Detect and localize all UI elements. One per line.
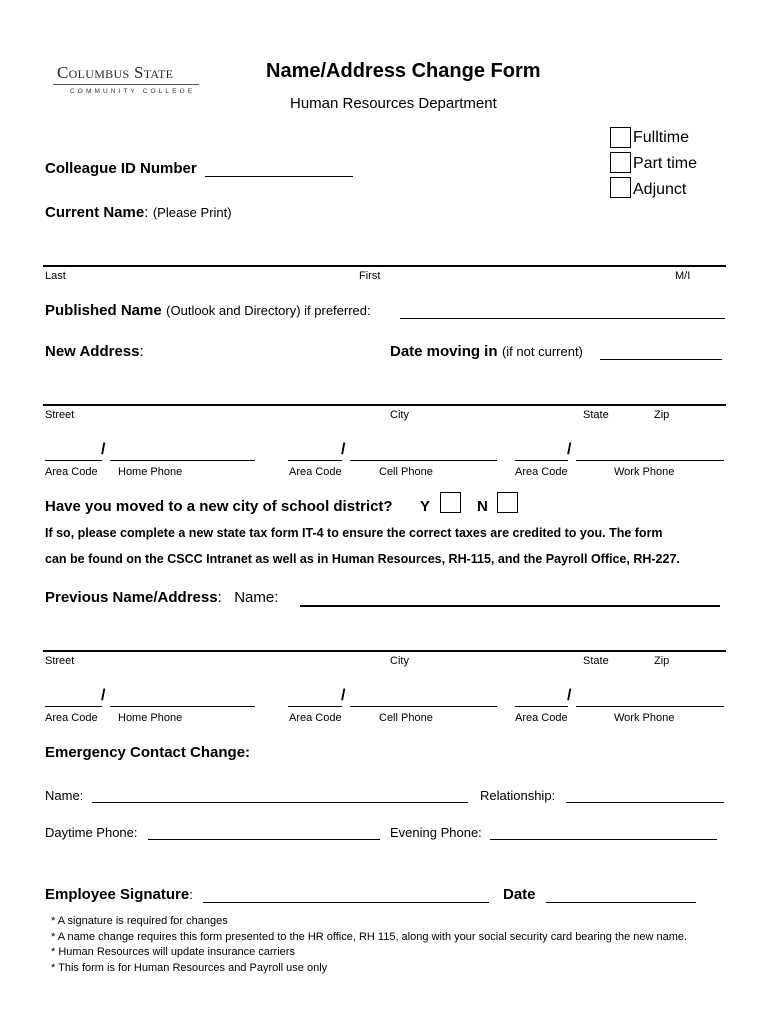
published-name-row — [45, 302, 371, 320]
college-logo-subtitle: COMMUNITY COLLEGE — [70, 88, 196, 95]
daytime-phone-label: Daytime Phone: — [45, 825, 138, 840]
daytime-phone-field[interactable] — [148, 839, 380, 840]
previous-name-field[interactable] — [300, 605, 720, 607]
prev-home-phone-field[interactable] — [110, 706, 255, 707]
previous-heading — [45, 589, 278, 607]
prev-work-phone-field[interactable] — [576, 706, 724, 707]
signature-row — [45, 886, 193, 904]
cell-area-code-field[interactable] — [288, 460, 342, 461]
signature-field[interactable] — [203, 902, 489, 903]
adjunct-label: Adjunct — [633, 181, 687, 198]
work-area-code-field[interactable] — [515, 460, 568, 461]
college-logo: Columbus State — [57, 63, 174, 82]
home-phone-slash: / — [101, 441, 106, 458]
new-address-label: New Address — [45, 343, 140, 360]
prev-work-phone-slash: / — [567, 687, 572, 704]
prev-home-area-code-field[interactable] — [45, 706, 102, 707]
prev-cell-area-code-field[interactable] — [288, 706, 342, 707]
form-title: Name/Address Change Form — [266, 60, 541, 82]
work-area-code-caption: Area Code — [515, 466, 568, 478]
date-moving-row — [390, 343, 583, 361]
zip-caption: Zip — [654, 409, 670, 421]
emergency-name-field[interactable] — [92, 802, 468, 803]
street-caption: Street — [45, 409, 75, 421]
emergency-name-label: Name: — [45, 788, 84, 803]
prev-home-phone-caption: Home Phone — [118, 712, 183, 724]
department-name: Human Resources Department — [290, 95, 497, 112]
evening-phone-field[interactable] — [490, 839, 717, 840]
prev-street-caption: Street — [45, 655, 75, 667]
prev-zip-caption: Zip — [654, 655, 670, 667]
date-field[interactable] — [546, 902, 696, 903]
previous-address-field[interactable] — [43, 650, 726, 652]
date-moving-note: (if not current) — [501, 344, 583, 359]
home-phone-field[interactable] — [110, 460, 255, 461]
yes-label: Y — [420, 498, 431, 515]
cell-phone-slash: / — [341, 441, 346, 458]
note-item: * Human Resources will update insurance carriers — [51, 946, 295, 958]
signature-colon: : — [189, 887, 193, 902]
logo-rule — [53, 84, 199, 85]
current-name-field[interactable] — [43, 265, 726, 267]
prev-cell-area-code-caption: Area Code — [289, 712, 342, 724]
colleague-id-label: Colleague ID Number — [45, 160, 197, 177]
prev-work-phone-caption: Work Phone — [614, 712, 675, 724]
work-phone-field[interactable] — [576, 460, 724, 461]
relationship-field[interactable] — [566, 802, 724, 803]
work-phone-slash: / — [567, 441, 572, 458]
home-area-code-field[interactable] — [45, 460, 102, 461]
prev-cell-phone-field[interactable] — [350, 706, 497, 707]
current-name-label: Current Name — [45, 204, 145, 221]
date-moving-label: Date moving in — [390, 343, 498, 360]
tax-form-info-line2: can be found on the CSCC Intranet as well as in Human Resources, RH-115, and the Payroll Office, RH-227. — [45, 552, 680, 566]
colleague-id-field[interactable] — [205, 176, 353, 177]
first-name-caption: First — [359, 270, 381, 282]
note-item: * A signature is required for changes — [51, 915, 228, 927]
notes-list — [51, 914, 687, 976]
date-label: Date — [503, 886, 536, 903]
no-checkbox[interactable] — [497, 492, 518, 513]
home-phone-caption: Home Phone — [118, 466, 183, 478]
previous-name-label: Name: — [234, 589, 279, 606]
city-caption: City — [390, 409, 409, 421]
published-name-label: Published Name — [45, 302, 162, 319]
note-item: * This form is for Human Resources and Payroll use only — [51, 961, 328, 974]
prev-city-caption: City — [390, 655, 409, 667]
current-name-colon: : — [144, 204, 149, 221]
parttime-label: Part time — [633, 155, 698, 172]
state-caption: State — [583, 409, 609, 421]
published-name-field[interactable] — [400, 318, 725, 319]
prev-cell-phone-caption: Cell Phone — [379, 712, 433, 724]
tax-form-info-line1: If so, please complete a new state tax form IT-4 to ensure the correct taxes are credited to you. The form — [45, 526, 663, 540]
signature-label: Employee Signature — [45, 886, 190, 903]
relationship-label: Relationship: — [480, 788, 556, 803]
fulltime-checkbox[interactable] — [610, 127, 631, 148]
prev-cell-phone-slash: / — [341, 687, 346, 704]
date-moving-field[interactable] — [600, 359, 722, 360]
prev-home-phone-slash: / — [101, 687, 106, 704]
prev-work-area-code-field[interactable] — [515, 706, 568, 707]
previous-colon: : — [217, 589, 222, 606]
previous-label: Previous Name/Address — [45, 589, 218, 606]
prev-work-area-code-caption: Area Code — [515, 712, 568, 724]
new-address-field[interactable] — [43, 404, 726, 406]
evening-phone-label: Evening Phone: — [390, 825, 482, 840]
moved-question: Have you moved to a new city of school district? — [45, 498, 393, 515]
prev-home-area-code-caption: Area Code — [45, 712, 98, 724]
adjunct-checkbox[interactable] — [610, 177, 631, 198]
emergency-heading: Emergency Contact Change: — [45, 744, 251, 761]
work-phone-caption: Work Phone — [614, 466, 675, 478]
middle-initial-caption: M/I — [675, 270, 691, 282]
cell-area-code-caption: Area Code — [289, 466, 342, 478]
published-name-note: (Outlook and Directory) if preferred: — [166, 303, 371, 318]
no-label: N — [477, 498, 488, 515]
cell-phone-caption: Cell Phone — [379, 466, 433, 478]
prev-state-caption: State — [583, 655, 609, 667]
new-address-heading — [45, 343, 144, 361]
note-item: * A name change requires this form presented to the HR office, RH 115, along with your social security card bearing the new name. — [51, 930, 688, 943]
cell-phone-field[interactable] — [350, 460, 497, 461]
home-area-code-caption: Area Code — [45, 466, 98, 478]
parttime-checkbox[interactable] — [610, 152, 631, 173]
last-name-caption: Last — [45, 270, 66, 282]
new-address-colon: : — [139, 343, 144, 360]
fulltime-label: Fulltime — [633, 129, 690, 146]
yes-checkbox[interactable] — [440, 492, 461, 513]
please-print-note: (Please Print) — [152, 205, 232, 220]
current-name-heading — [45, 204, 232, 222]
